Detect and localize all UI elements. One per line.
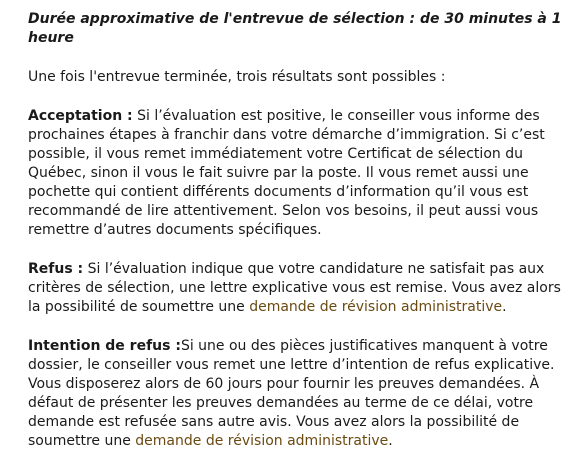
- interview-duration-heading: Durée approximative de l'entrevue de sélection : de 30 minutes à 1 heure: [28, 11, 562, 46]
- intention-end: .: [388, 433, 393, 449]
- intention-text: Si une ou des pièces justificatives manquent à votre dossier, le conseiller vous remet une lettre d’intention de refus explicative. Vous disposerez alors de 60 jours pour fournir les preuves demandées. À défaut de présenter les preuves demandées au terme de ce délai, votre demande est refusée sans autre avis. Vous avez alors la possibilité de soumettre une: [28, 338, 555, 449]
- results-intro: Une fois l'entrevue terminée, trois résultats sont possibles :: [28, 69, 446, 85]
- intention-paragraph: [28, 337, 571, 451]
- refus-end: .: [502, 299, 507, 315]
- acceptation-text: Si l’évaluation est positive, le conseiller vous informe des prochaines étapes à franchir dans votre démarche d’immigration. Si c’est possible, il vous remet immédiatement votre Certificat de sélection du Québec, sinon il vous le fait suivre par la poste. Il vous remet aussi une pochette qui contient différents documents d’information qu’il vous est recommandé de lire attentivement. Selon vos besoins, il peut aussi vous remettre d’autres documents spécifiques.: [28, 108, 545, 238]
- acceptation-label: Acceptation :: [28, 108, 133, 124]
- intention-revision-link[interactable]: demande de révision administrative: [135, 433, 389, 449]
- intention-label: Intention de refus :: [28, 338, 181, 354]
- refus-revision-link[interactable]: demande de révision administrative: [249, 299, 503, 315]
- acceptation-paragraph: [28, 107, 571, 240]
- refus-text: Si l’évaluation indique que votre candidature ne satisfait pas aux critères de sélection, une lettre explicative vous est remise. Vous avez alors la possibilité de soumettre une: [28, 261, 561, 315]
- refus-paragraph: [28, 260, 571, 317]
- refus-label: Refus :: [28, 261, 84, 277]
